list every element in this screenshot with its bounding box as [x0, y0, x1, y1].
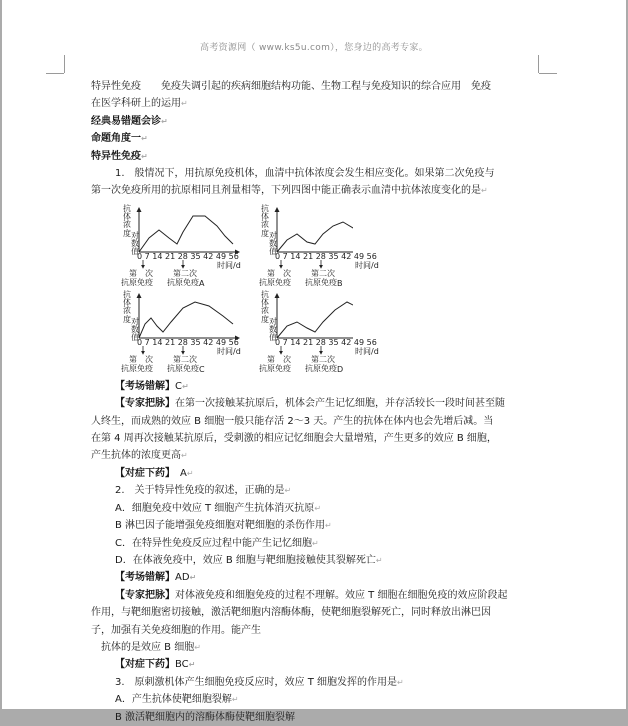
expert2-line-3: 子，加强有关免疫细胞的作用。能产生: [91, 624, 261, 636]
panel-A-letter: A: [199, 278, 205, 288]
panel-A-second-top: 第二次: [173, 268, 197, 278]
panel-D-first-top: 第 次: [267, 354, 291, 364]
panel-D-letter: D: [337, 364, 344, 374]
panel-A-y-label-2: 对数值: [131, 230, 139, 257]
panel-B-second-top: 第二次: [311, 268, 335, 278]
expert2-line-2: 作用，与靶细胞密切接触，激活靶细胞内溶酶体酶，使靶细胞裂解死亡，同时释放出淋巴因: [91, 607, 491, 619]
panel-C-first-bottom: 抗原免疫: [121, 363, 153, 373]
panel-C-antibody-curve: [139, 302, 233, 338]
panel-B-y-label: 抗体浓度: [261, 203, 269, 238]
panel-B-letter: B: [337, 278, 343, 288]
expert2-line-4: 抗体的是效应 B 细胞↵: [101, 641, 201, 653]
antibody-concentration-figure: [103, 202, 379, 374]
panel-A-antibody-curve: [139, 216, 233, 252]
q1-wrong-answer: 【考场错解】C↵: [115, 380, 189, 392]
intro-line-1: 特异性免疫 免疫失调引起的疾病细胞结构功能、生物工程与免疫知识的综合应用 免疫: [91, 81, 491, 92]
q1-remedy: 【对症下药】 A↵: [115, 467, 194, 479]
panel-C-letter: C: [199, 364, 205, 374]
panel-D-x-ticks: 0 7 14 21 28 35 42 49 56: [275, 337, 377, 347]
panel-B-first-top: 第 次: [267, 268, 291, 278]
panel-A-y-label: 抗体浓度: [123, 203, 131, 238]
topic-heading: 特异性免疫↵: [91, 150, 148, 162]
crop-mark-top-right: [538, 55, 539, 73]
panel-B-second-bottom: 抗原免疫: [305, 277, 337, 287]
panel-D-x-label: 时间/d: [355, 346, 379, 356]
panel-A-x-ticks: 0 7 14 21 28 35 42 49 56: [137, 251, 239, 261]
crop-mark-top-left: [64, 55, 65, 73]
q2-option-c: C．在特异性免疫反应过程中能产生记忆细胞↵: [115, 537, 319, 549]
panel-B-first-bottom: 抗原免疫: [259, 277, 291, 287]
angle-heading: 命题角度一↵: [91, 133, 148, 145]
q3-stem: 3. 原刺激机体产生细胞免疫反应时，效应 T 细胞发挥的作用是↵: [115, 676, 404, 688]
expert1-line-2: 人终生，而成熟的效应 B 细胞一般只能存活 2～3 天。产生的抗体在体内也会先增后减。当: [91, 415, 494, 427]
expert1-line-3: 在第 4 周再次接触某抗原后，受刺激的相应记忆细胞会大量增殖，产生更多的效应 B 细胞，: [91, 433, 497, 445]
panel-C-first-top: 第 次: [129, 354, 153, 364]
panel-D-second-top: 第二次: [311, 354, 335, 364]
q1-stem-line-2: 第一次免疫所用的抗原相同且剂量相等，下列四图中能正确表示血清中抗体浓度变化的是↵: [91, 185, 488, 197]
panel-A-first-top: 第 次: [129, 268, 153, 278]
panel-D-antibody-curve: [277, 302, 353, 338]
panel-D-y-label: 抗体浓度: [261, 289, 269, 324]
panel-B-antibody-curve: [277, 222, 353, 252]
panel-D-first-bottom: 抗原免疫: [259, 363, 291, 373]
document-body: [91, 78, 541, 726]
q2-wrong-answer: 【考场错解】AD↵: [115, 572, 197, 584]
expert1-line-1: 【专家把脉】在第一次接触某抗原后，机体会产生记忆细胞，并存活较长一段时间甚至随: [115, 398, 505, 410]
intro-line-2: 在医学科研上的运用↵: [91, 98, 188, 110]
panel-B-y-label-2: 对数值: [269, 230, 277, 257]
page-header: 高考资源网（ www.ks5u.com），您身边的高考专家。: [200, 43, 428, 53]
panel-B-x-label: 时间/d: [355, 260, 379, 270]
q2-option-d: D．在体液免疫中，效应 B 细胞与靶细胞接触使其裂解死亡↵: [115, 554, 383, 566]
panel-C-y-label: 抗体浓度: [123, 289, 131, 324]
q1-stem-line-1: 1. 般情况下，用抗原免疫机体，血清中抗体浓度会发生相应变化。如果第二次免疫与: [115, 168, 495, 180]
panel-C-second-bottom: 抗原免疫: [167, 363, 199, 373]
q3-option-b: B 激活靶细胞内的溶酶体酶使靶细胞裂解↵: [115, 711, 302, 723]
document-page: [2, 0, 626, 723]
panel-D-y-label-2: 对数值: [269, 316, 277, 343]
q2-remedy: 【对症下药】BC↵: [115, 659, 196, 671]
section-heading: 经典易错题会诊↵: [91, 115, 168, 127]
q2-option-a: A．细胞免疫中效应 T 细胞产生抗体消灭抗原↵: [115, 502, 322, 514]
crop-mark-top-right-h: [539, 73, 557, 74]
panel-D-second-bottom: 抗原免疫: [305, 363, 337, 373]
panel-A-first-bottom: 抗原免疫: [121, 277, 153, 287]
panel-C-second-top: 第二次: [173, 354, 197, 364]
panel-C-x-label: 时间/d: [217, 346, 241, 356]
q3-option-a: A．产生抗体使靶细胞裂解↵: [115, 694, 239, 706]
panel-C-y-label-2: 对数值: [131, 316, 139, 343]
expert2-line-1: 【专家把脉】对体液免疫和细胞免疫的过程不理解。效应 T 细胞在细胞免疫的效应阶段起: [115, 589, 508, 601]
expert1-line-4: 产生抗体的浓度更高↵: [91, 450, 188, 462]
q2-stem: 2. 关于特异性免疫的叙述，正确的是↵: [115, 485, 292, 497]
crop-mark-top-left-h: [46, 73, 64, 74]
q2-option-b: B 淋巴因子能增强免疫细胞对靶细胞的杀伤作用↵: [115, 520, 332, 532]
panel-A-second-bottom: 抗原免疫: [167, 277, 199, 287]
panel-B-x-ticks: 0 7 14 21 28 35 42 49 56: [275, 251, 377, 261]
panel-C-x-ticks: 0 7 14 21 28 35 42 49 56: [137, 337, 239, 347]
panel-A-x-label: 时间/d: [217, 260, 241, 270]
